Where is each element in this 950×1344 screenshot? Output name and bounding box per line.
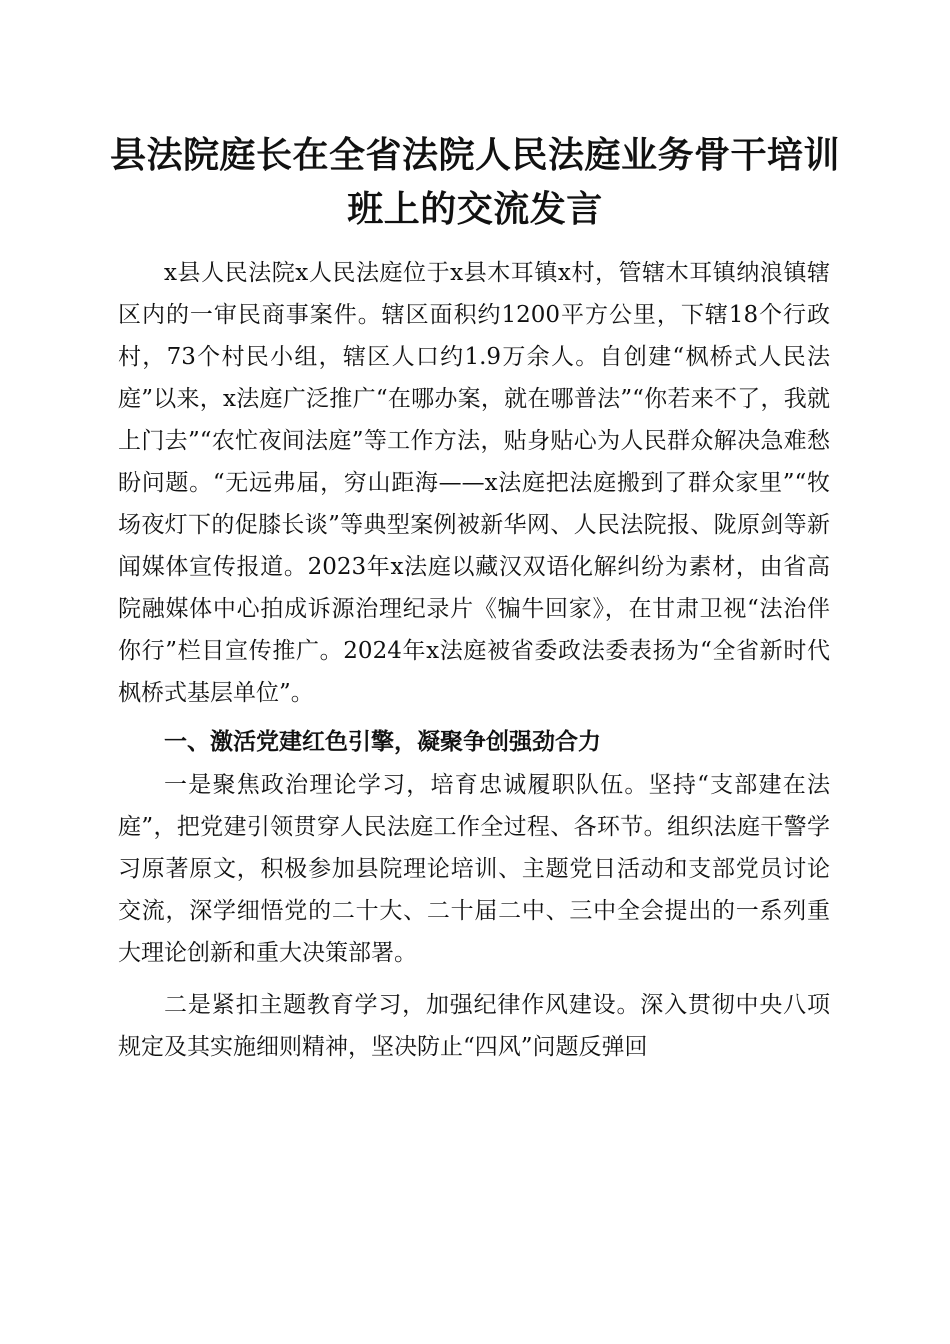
document-title: [110, 128, 840, 236]
intro-paragraph: x县人民法院x人民法庭位于x县木耳镇x村，管辖木耳镇纳浪镇辖区内的一审民商事案件。辖区面积约1200平方公里，下辖18个行政村，73个村民小组，辖区人口约1.9万余人。自创建“枫桥式人民法庭”以来，x法庭广泛推广“在哪办案，就在哪普法”“你若来不了，我就上门去”“农忙夜间法庭”等工作方法，贴身贴心为人民群众解决急难愁盼问题。“无远弗届，穷山距海——x法庭把法庭搬到了群众家里”“牧场夜灯下的促膝长谈”等典型案例被新华网、人民法院报、陇原剑等新闻媒体宣传报道。2023年x法庭以藏汉双语化解纠纷为素材，由省高院融媒体中心拍成诉源治理纪录片《犏牛回家》，在甘肃卫视“法治伴你行”栏目宣传推广。2024年x法庭被省委政法委表扬为“全省新时代枫桥式基层单位”。: [118, 260, 830, 706]
section1-paragraph-1: 一是聚焦政治理论学习，培育忠诚履职队伍。坚持“支部建在法庭”，把党建引领贯穿人民法庭工作全过程、各环节。组织法庭干警学习原著原文，积极参加县院理论培训、主题党日活动和支部党员讨论交流，深学细悟党的二十大、二十届二中、三中全会提出的一系列重大理论创新和重大决策部署。: [118, 772, 830, 966]
title-line-2: 班上的交流发言: [347, 188, 603, 230]
section-heading-1: 一、激活党建红色引擎，凝聚争创强劲合力: [164, 729, 601, 755]
document-body: [118, 252, 830, 1068]
section1-paragraph-2: 二是紧扣主题教育学习，加强纪律作风建设。深入贯彻中央八项规定及其实施细则精神，坚决防止“四风”问题反弹回: [118, 992, 830, 1060]
title-line-1: 县法院庭长在全省法院人民法庭业务骨干培训: [110, 134, 841, 176]
paragraph-gap: [118, 974, 830, 984]
